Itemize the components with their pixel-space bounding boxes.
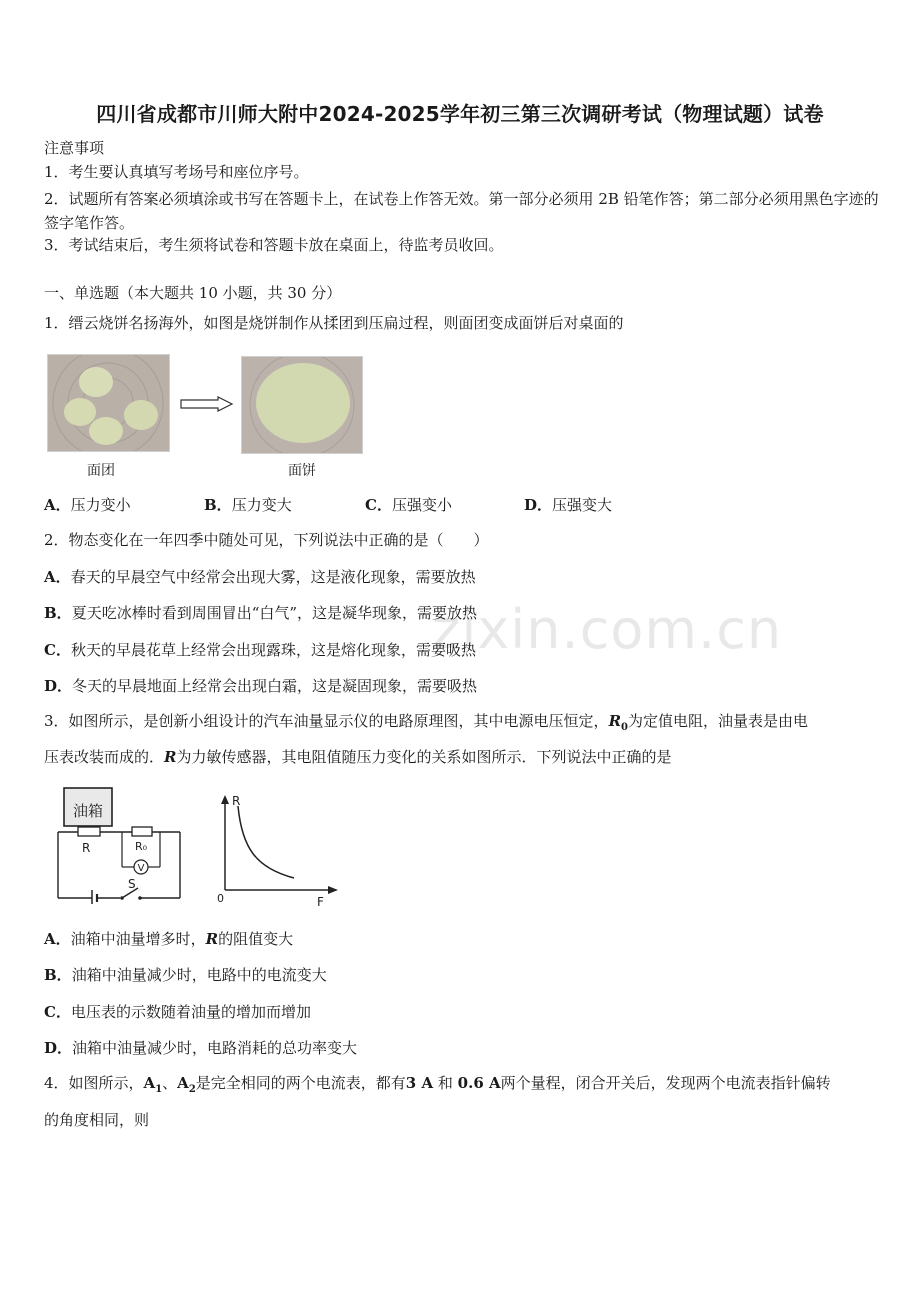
q1-option-d[interactable]: D．压强变大 — [524, 496, 613, 514]
resistor-r0 — [132, 827, 152, 836]
q2-option-c[interactable]: C．秋天的早晨花草上经常会出现露珠，这是熔化现象，需要吸热 — [44, 641, 476, 659]
q1-option-a[interactable]: A．压力变小 — [44, 496, 131, 514]
q1-stem: 1．缙云烧饼名扬海外，如图是烧饼制作从揉团到压扁过程，则面团变成面饼后对桌面的 — [44, 314, 624, 332]
q2-option-a[interactable]: A．春天的早晨空气中经常会出现大雾，这是液化现象，需要放热 — [44, 568, 476, 586]
r0-label: R₀ — [135, 840, 148, 853]
q1-option-b[interactable]: B．压力变大 — [204, 496, 292, 514]
watermark: zixin.com.cn — [432, 598, 783, 661]
resistance-force-graph — [214, 790, 342, 910]
resistor-r — [78, 827, 100, 836]
dough-caption: 面团 — [87, 463, 115, 479]
q2-option-d[interactable]: D．冬天的早晨地面上经常会出现白霜，这是凝固现象，需要吸热 — [44, 677, 478, 695]
voltmeter-label: V — [137, 863, 145, 874]
r-f-curve — [238, 806, 294, 878]
oil-tank-label: 油箱 — [72, 802, 104, 820]
x-axis-label: F — [317, 895, 324, 909]
origin-label: 0 — [217, 892, 224, 905]
notice-item-3: 3．考试结束后，考生须将试卷和答题卡放在桌面上，待监考员收回。 — [44, 236, 504, 254]
y-axis-label: R — [232, 794, 241, 808]
q2-option-b[interactable]: B．夏天吃冰棒时看到周围冒出“白气”，这是凝华现象，需要放热 — [44, 604, 478, 622]
page-title: 四川省成都市川师大附中2024-2025学年初三第三次调研考试（物理试题）试卷 — [96, 102, 824, 126]
q3-option-d[interactable]: D．油箱中油量减少时，电路消耗的总功率变大 — [44, 1039, 358, 1057]
q2-stem: 2．物态变化在一年四季中随处可见，下列说法中正确的是（ ） — [44, 531, 489, 549]
q3-option-c[interactable]: C．电压表的示数随着油量的增加而增加 — [44, 1003, 311, 1021]
q3-stem-line-1: 3．如图所示，是创新小组设计的汽车油量显示仪的电路原理图，其中电源电压恒定，$R_0$为定值电阻，油量表是由电 — [44, 712, 809, 733]
r-label: R — [82, 841, 91, 855]
oil-gauge-circuit-diagram — [52, 786, 186, 904]
notice-item-1: 1．考生要认真填写考场号和座位序号。 — [44, 163, 309, 181]
q3-stem-line-2: 压表改装而成的．R为力敏传感器，其电阻值随压力变化的关系如图所示．下列说法中正确的是 — [44, 748, 672, 766]
dough-balls-photo — [47, 354, 170, 452]
switch-label: S — [128, 877, 136, 891]
arrow-icon — [180, 396, 234, 412]
q1-option-c[interactable]: C．压强变小 — [365, 496, 452, 514]
flatbread-caption: 面饼 — [288, 463, 316, 479]
q3-option-b[interactable]: B．油箱中油量减少时，电路中的电流变大 — [44, 966, 327, 984]
q3-option-a[interactable]: A．油箱中油量增多时，R的阻值变大 — [44, 930, 294, 948]
notice-item-2: 2．试题所有答案必须填涂或书写在答题卡上，在试卷上作答无效。第一部分必须用 2B 铅笔作答；第二部分必须用黑色字迹的签字笔作答。 — [44, 190, 879, 232]
flatbread-photo — [241, 356, 363, 454]
section-heading: 一、单选题（本大题共 10 小题，共 30 分） — [44, 284, 342, 302]
notice-heading: 注意事项 — [44, 139, 105, 157]
q4-stem-line-2: 的角度相同，则 — [44, 1111, 150, 1129]
q4-stem-line-1: 4．如图所示，$A_1$、$A_2$是完全相同的两个电流表，都有3 A 和 0.6 A两个量程，闭合开关后，发现两个电流表指针偏转 — [44, 1074, 831, 1095]
